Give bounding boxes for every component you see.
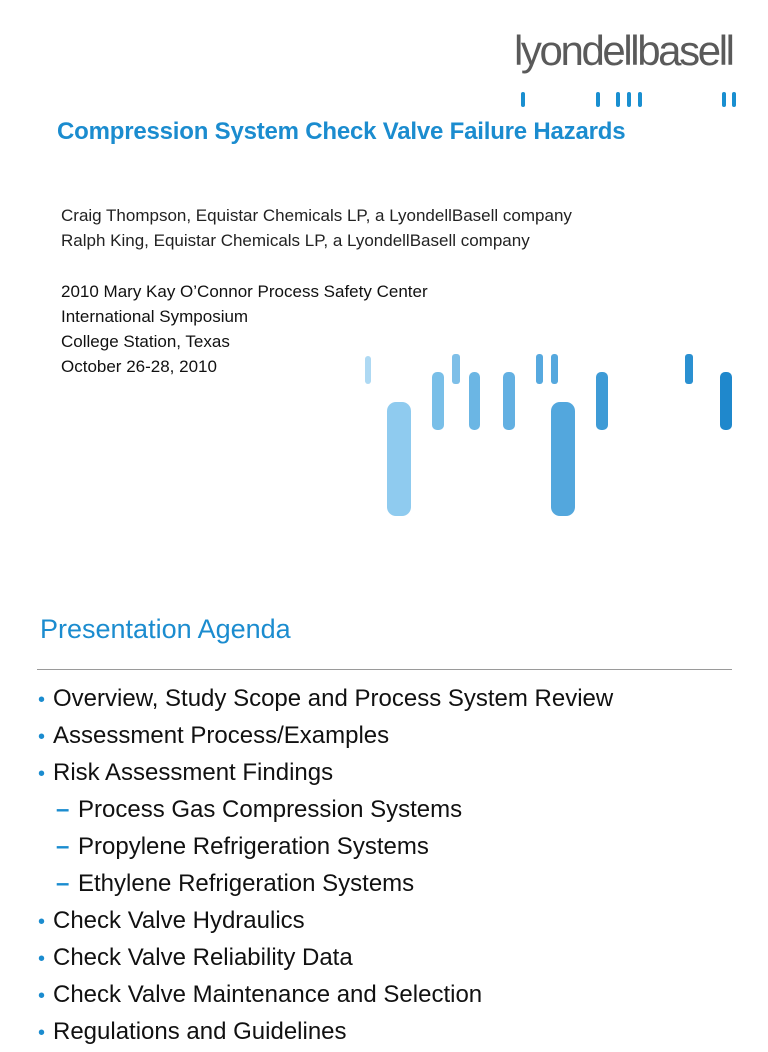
bullet-icon: • [38, 985, 46, 1007]
agenda-item [38, 976, 758, 1013]
author-list [61, 203, 572, 253]
heading-divider [37, 669, 732, 670]
deco-bar [551, 402, 575, 516]
agenda-heading: Presentation Agenda [40, 614, 291, 644]
deco-bar [596, 372, 608, 430]
bullet-icon: • [38, 948, 46, 970]
deco-bar [503, 372, 515, 430]
agenda-subitem [38, 828, 758, 865]
conference-line: International Symposium [61, 307, 249, 326]
agenda-subitem-label: Process Gas Compression Systems [78, 796, 463, 823]
logo-wordmark: lyondellbasell [514, 27, 733, 74]
conference-line: October 26-28, 2010 [61, 357, 217, 376]
agenda-subitem-label: Ethylene Refrigeration Systems [78, 870, 415, 897]
bullet-icon: • [38, 911, 46, 933]
bullet-icon: • [38, 763, 46, 785]
author-line: Ralph King, Equistar Chemicals LP, a LyondellBasell company [61, 231, 530, 250]
presentation-title: Compression System Check Valve Failure Hazards [57, 118, 626, 145]
deco-bar [452, 354, 460, 384]
deco-bar [469, 372, 480, 430]
deco-bar [432, 372, 444, 430]
agenda-item [38, 754, 758, 791]
agenda-subitem [38, 791, 758, 828]
bullet-icon: • [38, 726, 46, 748]
agenda-item [38, 717, 758, 754]
agenda-item [38, 1013, 758, 1050]
agenda-item-label: Overview, Study Scope and Process System Review [53, 685, 614, 712]
agenda-subitem [38, 865, 758, 902]
agenda-item [38, 939, 758, 976]
deco-bar [536, 354, 543, 384]
dash-icon: – [56, 796, 70, 823]
logo-tick-marks [514, 92, 740, 112]
agenda-item [38, 680, 758, 717]
conference-line: College Station, Texas [61, 332, 230, 351]
deco-bar [551, 354, 558, 384]
bullet-icon: • [38, 689, 46, 711]
deco-bar [685, 354, 693, 384]
author-line: Craig Thompson, Equistar Chemicals LP, a LyondellBasell company [61, 206, 572, 225]
deco-bar [365, 356, 371, 384]
agenda-subitem-label: Propylene Refrigeration Systems [78, 833, 429, 860]
decorative-bars-graphic [355, 352, 745, 522]
dash-icon: – [56, 870, 70, 897]
agenda-item-label: Check Valve Hydraulics [53, 907, 305, 934]
dash-icon: – [56, 833, 70, 860]
deco-bar [720, 372, 732, 430]
agenda-item-label: Check Valve Reliability Data [53, 944, 353, 971]
agenda-item-label: Regulations and Guidelines [53, 1018, 347, 1045]
conference-line: 2010 Mary Kay O’Connor Process Safety Center [61, 282, 428, 301]
deco-bar [387, 402, 411, 516]
agenda-item-label: Check Valve Maintenance and Selection [53, 981, 483, 1008]
agenda-list [38, 680, 758, 1050]
bullet-icon: • [38, 1022, 46, 1044]
agenda-item [38, 902, 758, 939]
agenda-item-label: Risk Assessment Findings [53, 759, 334, 786]
lyondellbasell-logo [514, 26, 740, 90]
agenda-item-label: Assessment Process/Examples [53, 722, 390, 749]
